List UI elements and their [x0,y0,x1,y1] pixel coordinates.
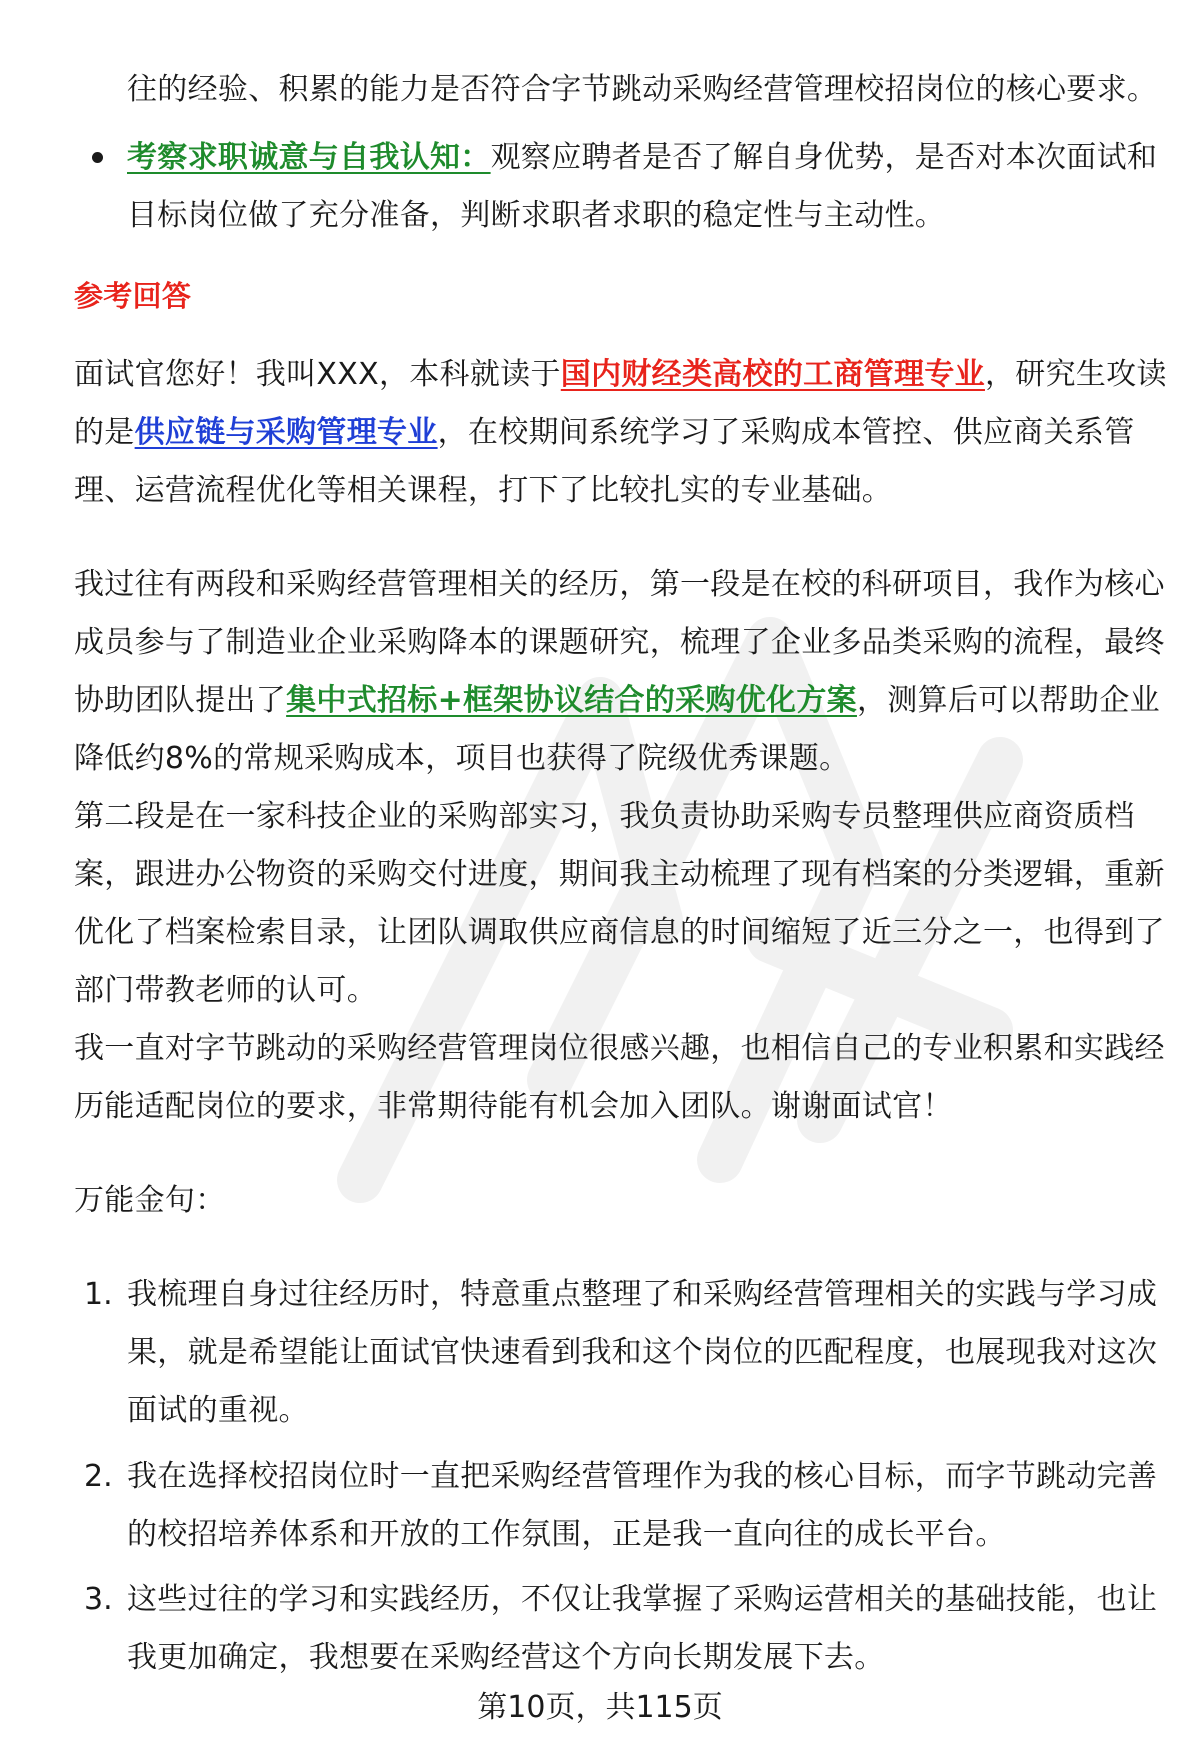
watermark-graphic [300,560,1060,1260]
answer-p2-line8: 部门带教老师的认可。 [74,973,377,1008]
list-item-1-line3: 面试的重视。 [127,1393,309,1428]
page-number-footer: 第10页，共115页 [477,1690,723,1725]
answer-p1-line3: 理、运营流程优化等相关课程，打下了比较扎实的专业基础。 [74,473,893,508]
keyword-highlight: 供应链与采购管理专业 [134,415,438,450]
answer-p1-line2 [74,415,1135,451]
list-number: 3. [84,1582,113,1617]
golden-sentences-title: 万能金句： [74,1183,226,1218]
eval-bullet-line2: 目标岗位做了充分准备，判断求职者求职的稳定性与主动性。 [127,198,946,233]
text-segment: ，测算后可以帮助企业 [856,683,1160,718]
eval-continued-line: 往的经验、积累的能力是否符合字节跳动采购经营管理校招岗位的核心要求。 [127,72,1158,107]
answer-p2-line6: 案，跟进办公物资的采购交付进度，期间我主动梳理了现有档案的分类逻辑，重新 [74,857,1165,892]
list-number: 2. [84,1459,113,1494]
answer-p1-line1 [74,357,1167,393]
list-item-2-line2: 的校招培养体系和开放的工作氛围，正是我一直向往的成长平台。 [127,1517,1006,1552]
list-item-3-line1: 这些过往的学习和实践经历，不仅让我掌握了采购运营相关的基础技能，也让 [127,1582,1158,1617]
list-item-1-line1: 我梳理自身过往经历时，特意重点整理了和采购经营管理相关的实践与学习成 [127,1277,1158,1312]
text-segment: ，研究生攻读 [984,357,1167,392]
text-segment: 协助团队提出了 [74,683,287,718]
answer-p2-line4: 降低约8%的常规采购成本，项目也获得了院级优秀课题。 [74,741,850,776]
answer-p2-line2: 成员参与了制造业企业采购降本的课题研究，梳理了企业多品类采购的流程，最终 [74,625,1165,660]
answer-p2-line10: 历能适配岗位的要求，非常期待能有机会加入团队。谢谢面试官！ [74,1089,953,1124]
eval-bullet-line1 [127,140,1157,176]
keyword-highlight: 国内财经类高校的工商管理专业 [560,357,985,392]
answer-p2-line7: 优化了档案检索目录，让团队调取供应商信息的时间缩短了近三分之一，也得到了 [74,915,1165,950]
list-item-1-line2: 果，就是希望能让面试官快速看到我和这个岗位的匹配程度，也展现我对这次 [127,1335,1158,1370]
bullet-keyword: 考察求职诚意与自我认知： [127,140,491,175]
bullet-text: 观察应聘者是否了解自身优势，是否对本次面试和 [490,140,1158,175]
keyword-highlight: 集中式招标+框架协议结合的采购优化方案 [286,683,857,718]
answer-p2-line9: 我一直对字节跳动的采购经营管理岗位很感兴趣，也相信自己的专业积累和实践经 [74,1031,1165,1066]
text-segment: 面试官您好！我叫XXX，本科就读于 [74,357,561,392]
answer-p2-line1: 我过往有两段和采购经营管理相关的经历，第一段是在校的科研项目，我作为核心 [74,567,1165,602]
bullet-dot [92,152,103,163]
list-item-2-line1: 我在选择校招岗位时一直把采购经营管理作为我的核心目标，而字节跳动完善 [127,1459,1158,1494]
list-item-3-line2: 我更加确定，我想要在采购经营这个方向长期发展下去。 [127,1640,885,1675]
section-title-reference-answer: 参考回答 [74,279,192,313]
answer-p2-line5: 第二段是在一家科技企业的采购部实习，我负责协助采购专员整理供应商资质档 [74,799,1135,834]
text-segment: 的是 [74,415,135,450]
answer-p2-line3 [74,683,1160,719]
list-number: 1. [84,1277,113,1312]
text-segment: ，在校期间系统学习了采购成本管控、供应商关系管 [437,415,1135,450]
